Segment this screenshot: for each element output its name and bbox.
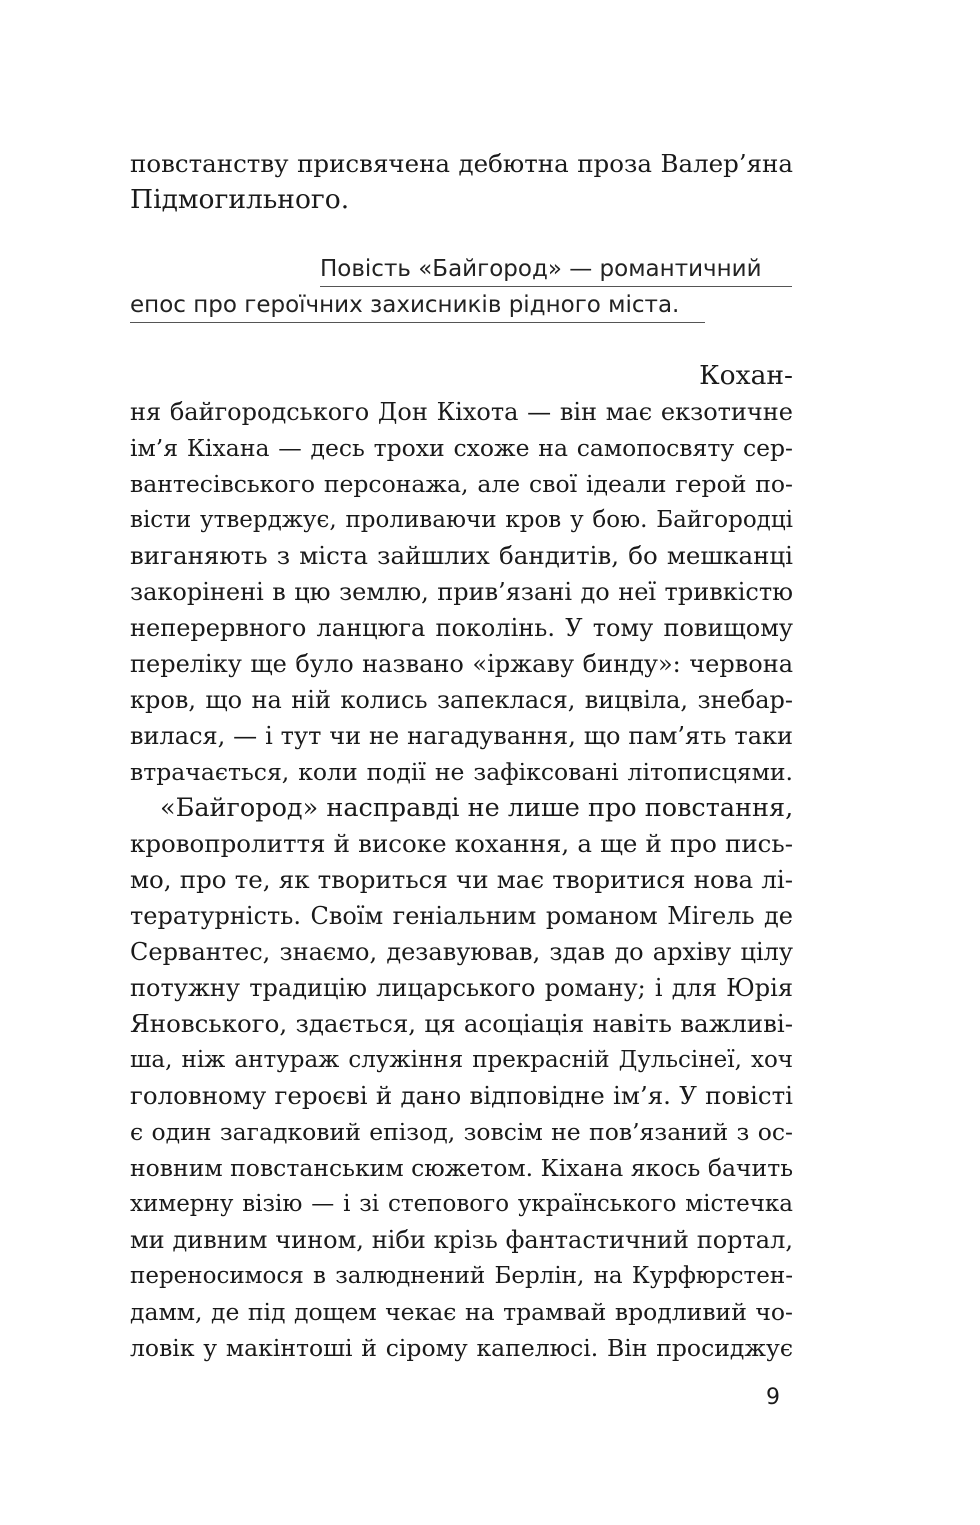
body-line-7: закорінені в цю землю, прив’язані до неї тривкістю (130, 578, 793, 606)
body-line-26: переносимося в залюднений Берлін, на Курфюрстен- (130, 1263, 793, 1289)
pull-quote-line-2: епос про героїчних захисників рідного міста. (130, 292, 680, 318)
pull-quote-rule-1 (320, 286, 792, 287)
body-line-28: ловік у макінтоші й сірому капелюсі. Він просиджує (130, 1334, 793, 1362)
body-line-18: потужну традицію лицарського роману; і для Юрія (130, 974, 793, 1002)
body-line-4: вантесівського персонажа, але свої ідеали герой по- (130, 470, 793, 498)
body-line-5: вісти утверджує, проливаючи кров у бою. Байгородці (130, 507, 793, 533)
body-line-23: новним повстанським сюжетом. Кіхана якось бачить (130, 1154, 793, 1182)
body-line-2: ня байгородського Дон Кіхота — він має екзотичне (130, 398, 793, 426)
body-line-9: переліку ще було названо «іржаву бинду»: червона (130, 650, 793, 678)
body-line-20: ша, ніж антураж служіння прекрасній Дульсінеї, хоч (130, 1047, 793, 1073)
body-line-14: кровопролиття й високе кохання, а ще й про пись- (130, 829, 793, 858)
body-line-24: химерну візію — і зі степового українського містечка (130, 1191, 793, 1217)
body-line-13: «Байгород» насправді не лише про повстання, (160, 793, 794, 823)
page-number: 9 (766, 1385, 780, 1410)
body-line-11: вилася, — і тут чи не нагадування, що пам’ять таки (130, 722, 793, 750)
body-line-12: втрачається, коли події не зафіксовані літописцями. (130, 758, 793, 786)
body-line-19: Яновського, здається, ця асоціація навіть важливі- (130, 1009, 793, 1038)
body-line-17: Сервантес, знаємо, дезавуював, здав до архіву цілу (130, 938, 793, 966)
body-line-8: неперервного ланцюга поколінь. У тому повищому (130, 614, 793, 642)
body-line-15: мо, про те, як твориться чи має творитися нова лі- (130, 865, 793, 894)
body-line-6: виганяють з міста зайшлих бандитів, бо мешканці (130, 541, 793, 570)
body-line-27: дамм, де під дощем чекає на трамвай вродливий чо- (130, 1298, 793, 1326)
body-line-3: ім’я Кіхана — десь трохи схоже на самопосвяту сер- (130, 434, 793, 462)
body-line-10: кров, що на ній колись запеклася, вицвіла, знебар- (130, 686, 793, 714)
body-line-22: є один загадковий епізод, зовсім не пов’язаний з ос- (130, 1118, 793, 1146)
intro-line-1: повстанству присвячена дебютна проза Валер’яна (130, 149, 793, 178)
intro-line-2: Підмогильного. (130, 184, 350, 215)
body-line-25: ми дивним чином, ніби крізь фантастичний портал, (130, 1226, 793, 1254)
body-line-1: Кохан- (699, 360, 793, 391)
pull-quote-rule-2 (130, 322, 705, 323)
body-line-16: тературність. Своїм геніальним романом Мігель де (130, 902, 793, 930)
body-line-21: головному героєві й дано відповідне ім’я. У повісті (130, 1081, 793, 1110)
pull-quote-line-1: Повість «Байгород» — романтичний (320, 256, 762, 282)
